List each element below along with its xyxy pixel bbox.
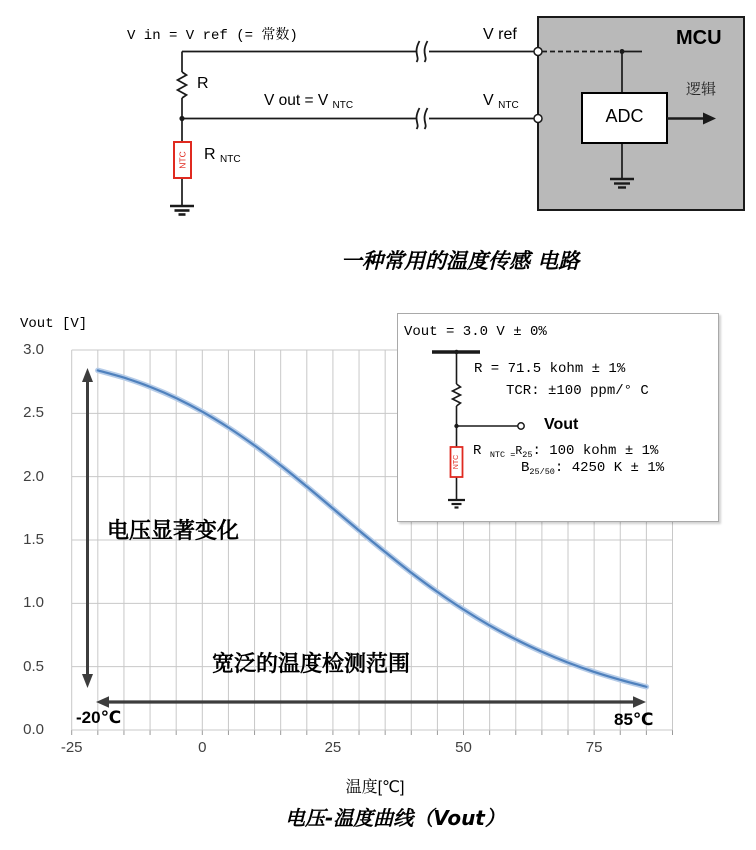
b-colon: :	[554, 460, 564, 476]
terminal-icon	[534, 115, 542, 123]
terminal-icon	[534, 48, 542, 56]
y-tick-label: 1.0	[23, 594, 44, 612]
inset-supply-line: Vout = 3.0 V ± 0%	[404, 324, 547, 340]
rntc-colon: :	[532, 443, 541, 459]
voltage-change-annotation: 电压显著变化	[107, 519, 240, 544]
arrowhead-icon	[82, 674, 93, 688]
vin-equation-label: V in = V ref (= 常数)	[127, 28, 298, 44]
arrowhead-icon	[633, 696, 646, 708]
x-tick-label: 25	[324, 739, 342, 756]
ntc-symbol-text: NTC	[177, 151, 188, 169]
y-tick-label: 3.0	[23, 341, 44, 358]
inset-b-line	[521, 460, 664, 477]
vntc-pin-sub: NTC	[498, 100, 519, 111]
junction-dot	[454, 424, 458, 428]
inset-r-line: R = 71.5 kohm ± 1%	[474, 361, 626, 377]
resistor-r-label: R	[197, 75, 209, 92]
junction-dot	[179, 116, 184, 121]
ground-symbol	[170, 206, 194, 215]
logic-label: 逻辑	[686, 81, 717, 98]
y-tick-label: 0.0	[23, 721, 44, 738]
range-start-label: -20℃	[76, 708, 122, 727]
wire-break-icon	[417, 41, 420, 62]
resistor-symbol	[178, 72, 187, 98]
resistor-symbol	[453, 384, 461, 406]
vntc-pin-main: V	[483, 92, 494, 109]
y-tick-label: 1.5	[23, 531, 44, 548]
b-constant-main: B	[521, 460, 530, 476]
vout-equation-main: V out = V	[264, 92, 329, 109]
temp-range-arrow	[96, 696, 646, 708]
range-end-label: 85℃	[614, 710, 654, 729]
b-value: 4250 K ± 1%	[563, 460, 665, 476]
arrowhead-icon	[82, 368, 93, 382]
rntc-symbol-main: R	[473, 443, 482, 459]
wire-break-icon	[425, 41, 428, 62]
vref-pin-label: V ref	[483, 26, 517, 43]
y-axis-title: Vout [V]	[20, 316, 88, 332]
inset-condition-box	[397, 313, 719, 522]
ntc-symbol-text: NTC	[453, 454, 460, 470]
chart-caption: 电压-温度曲线（Vout）	[285, 806, 505, 830]
wire-break-icon	[425, 108, 428, 129]
voltage-span-arrow	[82, 368, 93, 688]
mcu-title: MCU	[676, 27, 722, 49]
rntc-main: R	[204, 146, 216, 163]
rntc-symbol-sub: NTC =	[489, 450, 516, 460]
adc-label: ADC	[605, 106, 644, 126]
circuit-wires	[178, 41, 535, 206]
x-tick-label: 0	[198, 739, 207, 756]
rntc-label	[204, 146, 241, 165]
y-tick-label: 2.0	[23, 467, 44, 485]
circuit-caption: 一种常用的温度传感 电路	[341, 249, 580, 273]
inset-vout-terminal-label: Vout	[544, 416, 579, 433]
x-tick-label: 50	[455, 739, 472, 756]
vout-equation-sub: NTC	[332, 100, 354, 111]
y-tick-label: 2.5	[23, 404, 44, 422]
inset-rntc-line	[473, 443, 658, 460]
temp-range-annotation: 宽泛的温度检测范围	[212, 652, 411, 677]
x-tick-label: 75	[585, 739, 603, 756]
rntc-symbol-sub2: 25	[522, 450, 533, 460]
vout-equation-label	[264, 92, 353, 111]
inset-tcr-line: TCR: ±100 ppm/° C	[506, 383, 649, 399]
b-constant-sub: 25/50	[529, 467, 555, 477]
x-tick-label: -25	[60, 739, 83, 756]
y-tick-label: 0.5	[23, 657, 44, 675]
ground-symbol	[448, 500, 465, 508]
rntc-value: 100 kohm ± 1%	[540, 443, 659, 459]
vntc-pin-label	[483, 92, 519, 111]
terminal-icon	[518, 423, 524, 429]
junction-dot	[454, 350, 458, 354]
x-axis-title: 温度[℃]	[345, 779, 405, 796]
rntc-symbol-r2: R	[515, 445, 523, 458]
rntc-sub: NTC	[220, 154, 241, 165]
wire-break-icon	[417, 108, 420, 129]
